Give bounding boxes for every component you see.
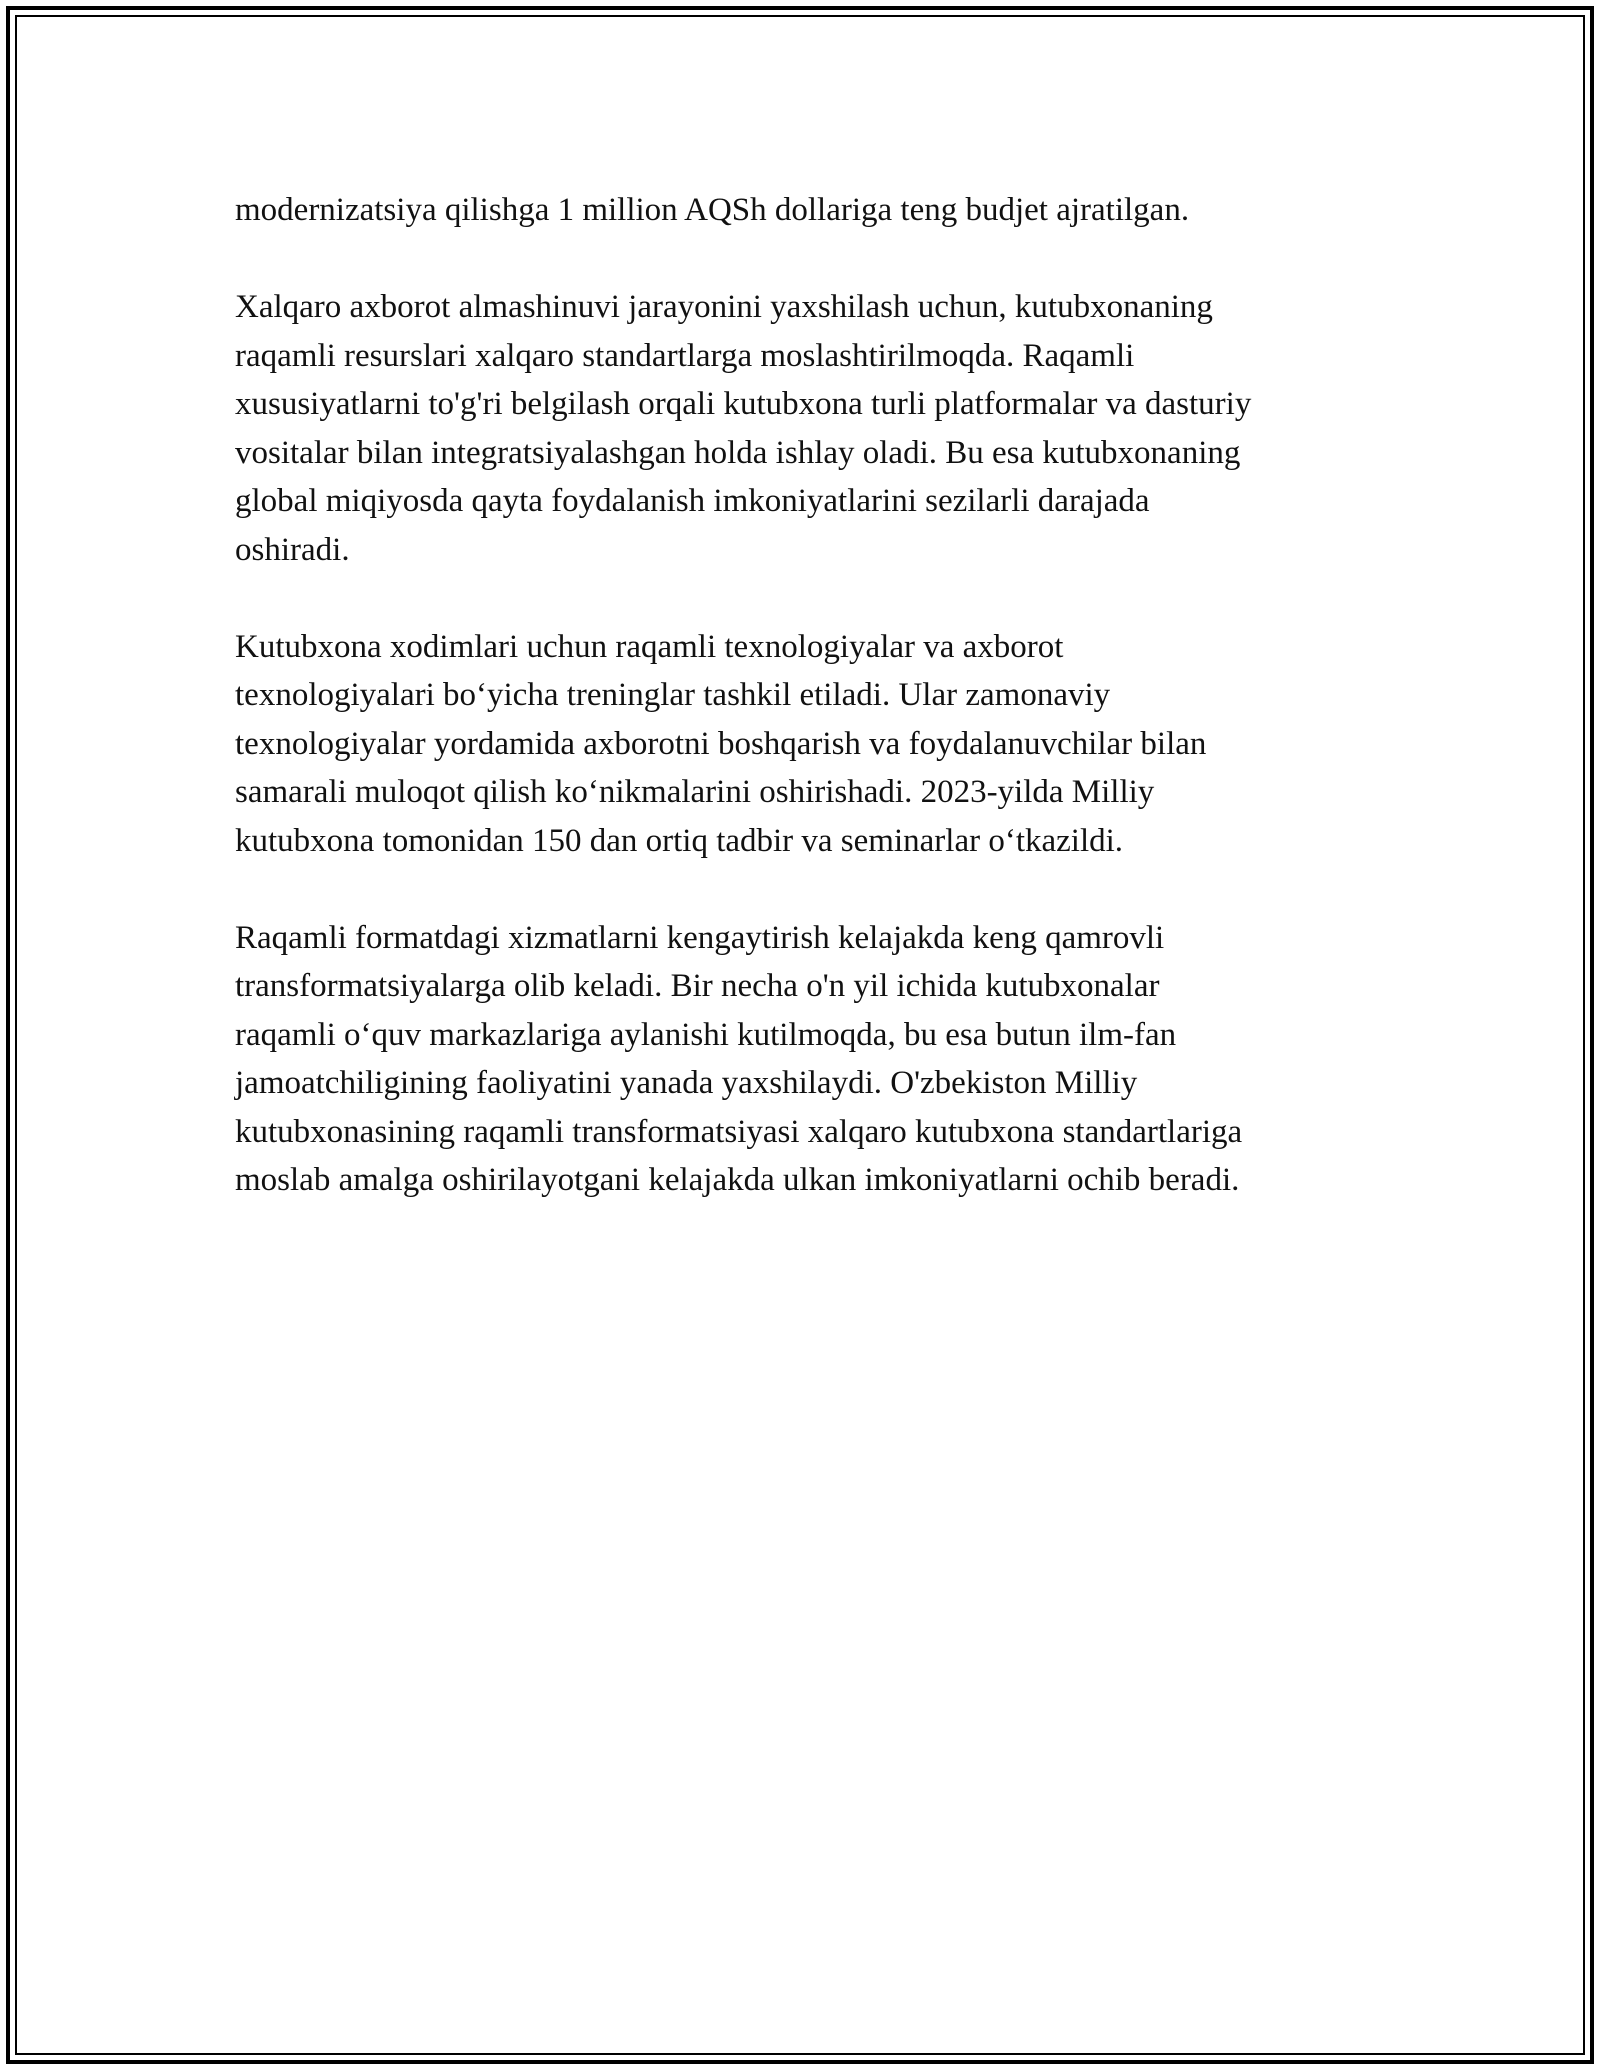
document-body bbox=[235, 186, 1385, 1253]
paragraph-international-exchange: Xalqaro axborot almashinuvi jarayonini yaxshilash uchun, kutubxonaning raqamli resurslari xalqaro standartlarga moslashtirilmoqda. Raqamli xususiyatlarni to'g'ri belgilash orqali kutubxona turli platformalar va dasturiy vositalar bilan integratsiyalashgan holda ishlay oladi. Bu esa kutubxonaning global miqiyosda qayta foydalanish imkoniyatlarini sezilarli darajada oshiradi. bbox=[235, 289, 1252, 568]
paragraph-budget: modernizatsiya qilishga 1 million AQSh dollariga teng budjet ajratilgan. bbox=[235, 192, 1190, 228]
paragraph-digital-services: Raqamli formatdagi xizmatlarni kengaytirish kelajakda keng qamrovli transformatsiyalarga olib keladi. Bir necha o'n yil ichida kutubxonalar raqamli oʻquv markazlariga aylanishi kutilmoqda, bu esa butun ilm-fan jamoatchiligining faoliyatini yanada yaxshilaydi. O'zbekiston Milliy kutubxonasining raqamli transformatsiyasi xalqaro kutubxona standartlariga moslab amalga oshirilayotgani kelajakda ulkan imkoniyatlarni ochib beradi. bbox=[235, 919, 1243, 1198]
paragraph-staff-training: Kutubxona xodimlari uchun raqamli texnologiyalar va axborot texnologiyalari boʻyicha treninglar tashkil etiladi. Ular zamonaviy texnologiyalar yordamida axborotni boshqarish va foydalanuvchilar bilan samarali muloqot qilish koʻnikmalarini oshirishadi. 2023-yilda Milliy kutubxona tomonidan 150 dan ortiq tadbir va seminarlar oʻtkazildi. bbox=[235, 628, 1207, 859]
